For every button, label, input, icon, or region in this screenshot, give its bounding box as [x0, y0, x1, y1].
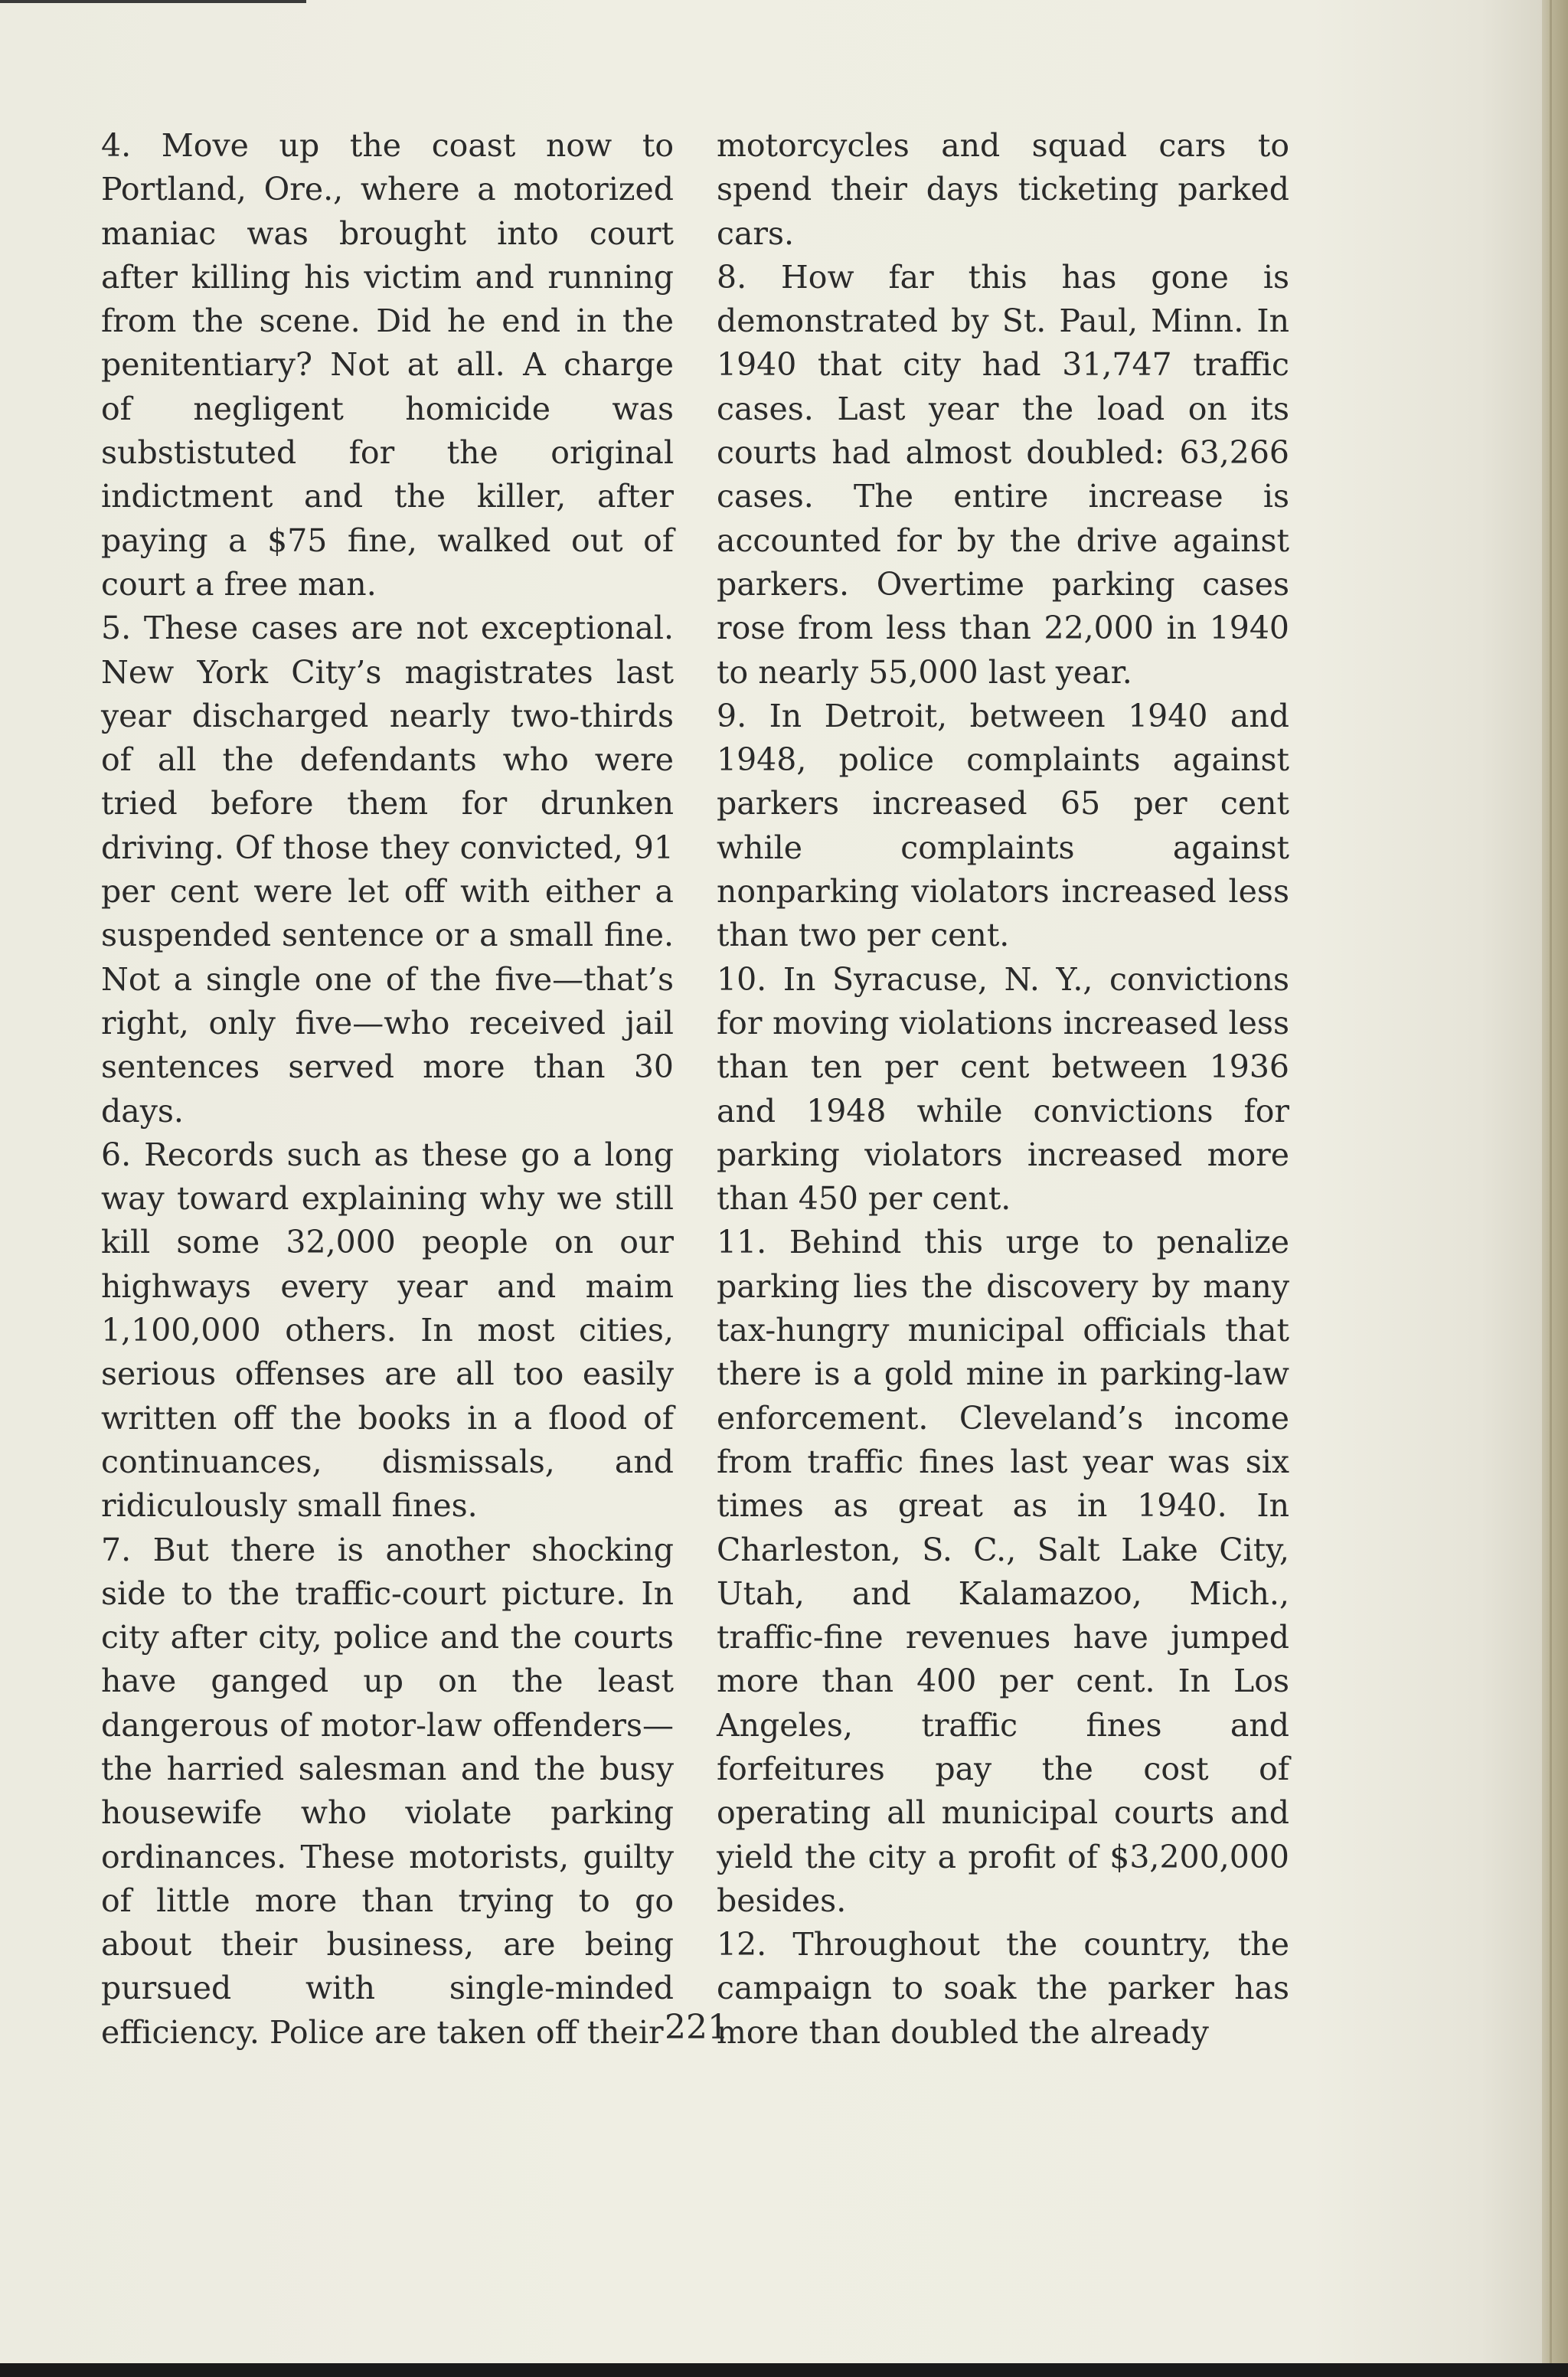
paragraph-9: 9. In Detroit, between 1940 and 1948, police complaints against parkers increased 65 per cent while complaints against nonparking violators increased less than two per cent. — [717, 697, 1289, 954]
paragraph-6: 6. Records such as these go a long way toward explaining why we still kill some 32,000 people on our highways every year and maim 1,100,000 others. In most cities, serious offenses are all too easily written off the books in a flood of continuances, dismissals, and ridiculously small fines. — [101, 1136, 674, 1525]
paragraph-5: 5. These cases are not exceptional. New York City’s magistrates last year discharged nearly two-thirds of all the defendants who were tried before them for drunken driving. Of those they convicted, 91 per cent were let off with either a suspended sentence or a small fine. Not a single one of the five—that’s right, only five—who received jail sentences served more than 30 days. — [101, 610, 674, 1130]
paragraph-10: 10. In Syracuse, N. Y., convictions for moving violations increased less than ten per cent between 1936 and 1948 while convictions for parking violators increased more than 450 per cent. — [717, 960, 1289, 1218]
paragraph-7-continued: motorcycles and squad cars to spend their days ticketing parked cars. — [717, 127, 1289, 252]
page-top-edge — [0, 0, 306, 3]
book-spine-edge — [1542, 0, 1568, 2377]
left-column — [101, 124, 674, 2055]
paragraph-4: 4. Move up the coast now to Portland, Ore., where a motorized maniac was brought into court after killing his victim and running from the scene. Did he end in the penitentiary? Not at all. A charge of negligent homicide was substistuted for the original indictment and the killer, after paying a $75 fine, walked out of court a free man. — [101, 127, 674, 603]
page-number: 221 — [665, 2008, 729, 2047]
paragraph-11: 11. Behind this urge to penalize parking lies the discovery by many tax-hungry municipal officials that there is a gold mine in parking-law enforcement. Cleveland’s income from traffic fines last year was six times as great as in 1940. In Charleston, S. C., Salt Lake City, Utah, and Kalamazoo, Mich., traffic-fine revenues have jumped more than 400 per cent. In Los Angeles, traffic fines and forfeitures pay the cost of operating all municipal courts and yield the city a profit of $3,200,000 besides. — [717, 1224, 1289, 1919]
right-column — [717, 124, 1289, 2055]
page-bottom-edge — [0, 2363, 1568, 2377]
paragraph-8: 8. How far this has gone is demonstrated by St. Paul, Minn. In 1940 that city had 31,747 traffic cases. Last year the load on its courts had almost doubled: 63,266 cases. The entire increase is accounted for by the drive against parkers. Overtime parking cases rose from less than 22,000 in 1940 to nearly 55,000 last year. — [717, 258, 1289, 691]
paragraph-12: 12. Throughout the country, the campaign to soak the parker has more than doubled the already — [717, 1926, 1289, 2051]
paragraph-7: 7. But there is another shocking side to the traffic-court picture. In city after city, police and the courts have ganged up on the least dangerous of motor-law offenders—the harried salesman and the busy housewife who violate parking ordinances. These motorists, guilty of little more than trying to go about their business, are being pursued with single-minded efficiency. Police are taken off their — [101, 1531, 674, 2051]
